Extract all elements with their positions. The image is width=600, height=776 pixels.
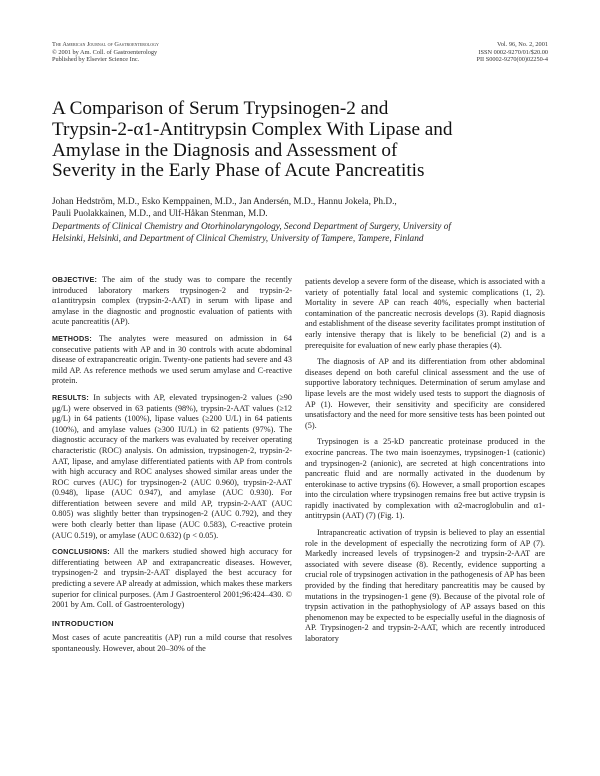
title-line: A Comparison of Serum Trypsinogen-2 and <box>52 98 389 119</box>
journal-copyright: © 2001 by Am. Coll. of Gastroenterology <box>52 48 158 56</box>
pii: PII S0002-9270(00)02250-4 <box>476 56 548 64</box>
author-line: Pauli Puolakkainen, M.D., and Ulf-Håkan Stenman, M.D. <box>52 209 268 220</box>
body-column-right <box>305 277 545 651</box>
abstract-conclusions <box>52 547 292 611</box>
abstract-results <box>52 393 292 541</box>
journal-name: The American Journal of Gastroenterology <box>52 41 159 48</box>
author-list <box>52 196 552 221</box>
results-label: RESULTS: <box>52 392 90 402</box>
body-paragraph: The diagnosis of AP and its differentiation from other abdominal diseases depend on both careful clinical assessment and the use of supportive laboratory techniques. Determination of serum amylase and lipase levels are the most widely used tests to support the diagnosis of AP (1). However, their sensitivity and specificity are considered unsatisfactory and the need for more sensitive tests has been pointed out (5). <box>305 357 545 430</box>
title-line: Amylase in the Diagnosis and Assessment of <box>52 139 398 161</box>
journal-header <box>52 41 159 64</box>
affiliations <box>52 221 552 246</box>
body-paragraph: Trypsinogen is a 25-kD pancreatic proteinase produced in the exocrine pancreas. The two main isoenzymes, trypsinogen-1 (cationic) and trypsinogen-2 (anionic), are secreted at high concentrations into pancreatic fluid and are normally activated in the duodenum by enterokinase to active trypsins (6). However, a small proportion escapes into the circulation where trypsinogen remains free but active trypsin is rapidly inactivated by complexation with α2-macroglobulin and α1-antitrypsin (AAT) (7) (Fig. 1). <box>305 437 545 521</box>
issn: ISSN 0002-9270/01/$20.00 <box>478 48 548 56</box>
affiliation-line: Helsinki, Helsinki, and Department of Clinical Chemistry, University of Tampere, Tampere, Finland <box>52 234 424 245</box>
conclusions-label: CONCLUSIONS: <box>52 547 110 557</box>
objective-label: OBJECTIVE: <box>52 275 98 284</box>
body-paragraph: Intrapancreatic activation of trypsin is believed to play an essential role in the development of especially the necrotizing form of AP (7). Markedly increased levels of trypsinogen-2 and trypsin-2-AAT are associated with severe disease (8). Recently, evidence supporting a crucial role of trypsinogen activation in the pathogenesis of AP has been provided by the finding that hereditary pancreatitis may be caused by mutations in the trypsinogen-1 gene (9). Because of the pivotal role of trypsin activation in the pathophysiology of AP assays based on this phenomenon may be expected to be especially useful in the diagnosis of AP. Trypsinogen-2 and trypsin-2-AAT, which are recently introduced laboratory <box>305 528 545 643</box>
methods-label: METHODS: <box>52 333 92 343</box>
author-line: Johan Hedström, M.D., Esko Kemppainen, M.D., Jan Andersén, M.D., Hannu Jokela, Ph.D., <box>52 197 397 207</box>
affiliation-line: Departments of Clinical Chemistry and Otorhinolaryngology, Second Department of Surgery, University of <box>52 222 451 232</box>
body-paragraph: patients develop a severe form of the disease, which is associated with a variety of potentially fatal local and systemic complications (1, 2). Mortality in severe AP can reach 40%, especially when bacterial contamination of the pancreatic necrosis develops (3). Rapid diagnosis and establishment of the disease severity facilitates prompt institution of early intensive therapy that is likely to be beneficial (2) and is a prerequisite for evaluation of new early phase therapies (4). <box>305 277 545 350</box>
introduction-text: Most cases of acute pancreatitis (AP) run a mild course that resolves spontaneously. However, about 20–30% of the <box>52 633 292 653</box>
results-text: In subjects with AP, elevated trypsinogen-2 values (≥90 μg/L) were observed in 63 patients (98%), trypsin-2-AAT values (≥12 μg/L) in 64 patients (100%), lipase values (≥200 U/L) in 64 patients (100%), and amylase values (≥300 IU/L) in 62 patients (97%). The diagnostic accuracy of the markers was evaluated by receiver operating characteristic (ROC) analysis. On admission, trypsinogen-2, trypsin-2-AAT, lipase, and amylase differentiated patients with AP from controls with high accuracy and ROC analyses showed similar areas under the ROC curves (AUC) for trypsinogen-2 (AUC 0.960), trypsin-2-AAT (0.948), lipase (AUC 0.947), and amylase (AUC 0.930). For differentiation between severe and mild AP, trypsin-2-AAT (AUC 0.805) was slightly better than trypsinogen-2 (AUC 0.792), and they were both clearly better than lipase (AUC 0.583), C-reactive protein (AUC 0.519), or amylase (AUC 0.632) (p < 0.05). <box>52 392 292 540</box>
journal-publisher: Published by Elsevier Science Inc. <box>52 56 140 64</box>
article-title <box>52 99 552 182</box>
conclusions-text: All the markers studied showed high accuracy for differentiating between AP and extrapancreatic diseases. However, trypsinogen-2 and trypsin-2-AAT displayed the best accuracy for predicting a severe AP already at admission, which makes these markers superior for clinical purposes. (Am J Gastroenterol 2001;96:424–430. © 2001 by Am. Coll. of Gastroenterology) <box>52 547 292 610</box>
issue-info <box>476 41 548 64</box>
title-line: Trypsin-2-α1-Antitrypsin Complex With Lipase and <box>52 118 453 140</box>
abstract-methods <box>52 334 292 387</box>
title-line: Severity in the Early Phase of Acute Pancreatitis <box>52 160 425 182</box>
objective-text: The aim of the study was to compare the recently introduced laboratory markers trypsinogen-2 and trypsin-2-α1antitrypsin complex (trypsin-2-AAT) in serum with lipase and amylase in the diagnostic and prognostic evaluation of patients with acute pancreatitis (AP). <box>52 275 292 327</box>
abstract-objective <box>52 275 292 328</box>
introduction-heading: INTRODUCTION <box>52 618 114 628</box>
abstract-column <box>52 275 292 661</box>
volume-issue: Vol. 96, No. 2, 2001 <box>497 41 548 48</box>
methods-text: The analytes were measured on admission in 64 consecutive patients with AP and in 30 controls with acute abdominal disease of extrapancreatic origin. Twenty-one patients had severe and 43 mild AP. As reference methods we used serum amylase and C-reactive protein. <box>52 333 292 386</box>
